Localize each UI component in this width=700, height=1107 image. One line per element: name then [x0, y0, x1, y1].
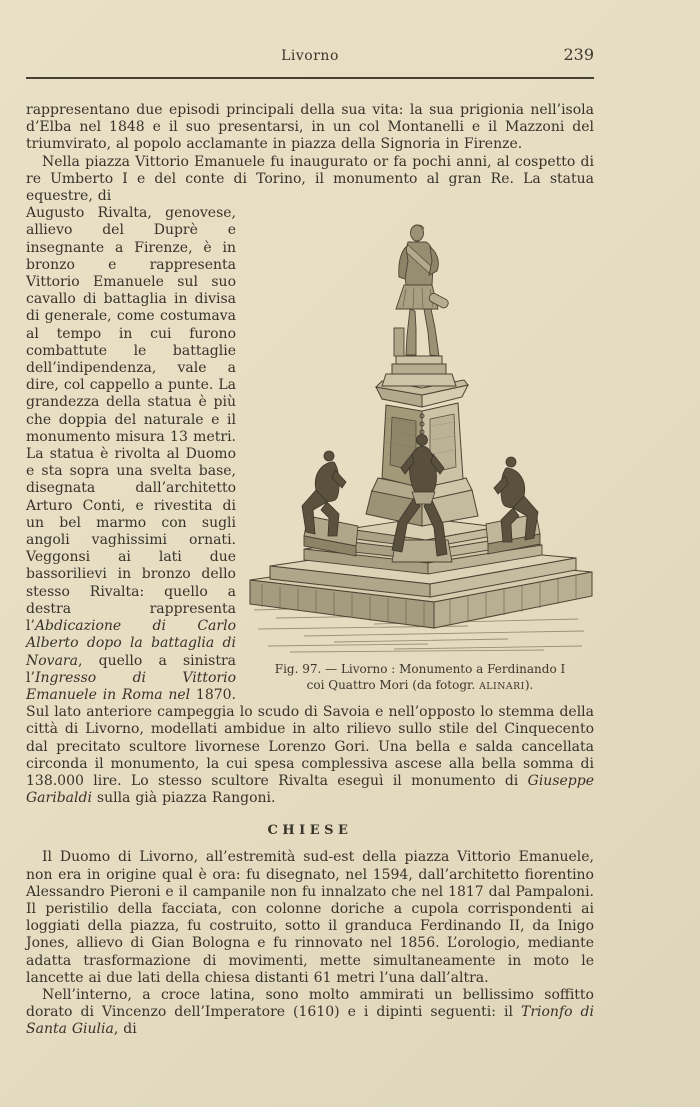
- figure-monument: [246, 208, 594, 694]
- page-content: [26, 102, 594, 1039]
- page-header: [26, 45, 594, 70]
- text-with-figure: [26, 205, 594, 807]
- paragraph-duomo: Il Duomo di Livorno, all’estremità sud-est della piazza Vittorio Emanuele, non era in origine qual è ora: fu disegnato, nel 1594, dall’architetto fiorentino Alessandro Pieroni e il campanile non fu innalzato che nel 1817 dal Pampaloni. Il peristilio della facciata, con colonne doriche a cupola corrispondenti ai loggiati della piazza, fu costruito, sotto il granduca Ferdinando II, da Inigo Jones, allievo di Gian Bologna e fu rinnovato nel 1856. L’orologio, mediante adatta trasformazione di movimenti, mette simultaneamente in moto le lancette ai due lati della chiesa distanti 61 metri l’una dall’altra.: [26, 849, 594, 986]
- paragraph-monument-description: Augusto Rivalta, genovese, allievo del Duprè e insegnante a Firenze, è in bronzo e rappresenta Vittorio Emanuele sul suo cavallo di battaglia in divisa di generale, come costumava al tempo in cui furono combattute le battaglie dell’indipendenza, vale a dire, col cappello a punte. La grandezza della statua è più che doppia del naturale e il monumento misura 13 metri. La statua è rivolta al Duomo e sta sopra una svelta base, disegnata dall’architetto Arturo Conti, e rivestita di un bel marmo con sugli angoli vaghissimi ornati. Veggonsi ai lati due bassorilievi in bronzo dello stesso Rivalta: quello a destra rappresenta l’Abdicazione di Carlo Alberto dopo la battaglia di Novara, quello a sinistra l’Ingresso di Vittorio Emanuele in Roma nel 1870. Sul lato anteriore campeggia lo scudo di Savoia e nell’opposto lo stemma della città di Livorno, modellati ambidue in alto rilievo sullo stile del Cinquecento dal precitato scultore livornese Lorenzo Gori. Una bella e salda cancellata circonda il monumento, la cui spesa complessiva ascese alla bella somma di 138.000 lire. Lo stesso scultore Rivalta eseguì il monumento di Giuseppe Garibaldi sulla già piazza Rangoni.: [26, 205, 594, 807]
- section-heading-chiese: CHIESE: [267, 823, 353, 839]
- monument-engraving-image: [246, 208, 594, 654]
- paragraph-opening: rappresentano due episodi principali della sua vita: la sua prigionia nell’isola d’Elba nel 1848 e il suo presentarsi, in un col Montanelli e il Mazzoni del triumvirato, al popolo acclamante in piazza della Signoria in Firenze.: [26, 102, 594, 153]
- page-number: 239: [563, 45, 594, 64]
- paragraph-interno: Nell’interno, a croce latina, sono molto ammirati un bellissimo soffitto dorato di Vincenzo dell’Imperatore (1610) e i dipinti seguenti: il Trionfo di Santa Giulia, di: [26, 986, 594, 1038]
- paragraph-monument-intro: Nella piazza Vittorio Emanuele fu inaugurato or fa pochi anni, al cospetto di re Umberto I e del conte di Torino, il monumento al gran Re. La statua equestre, di: [26, 153, 594, 205]
- figure-caption-line-1: Fig. 97. — Livorno : Monumento a Ferdinando I: [274, 662, 566, 677]
- header-rule: [26, 77, 594, 79]
- running-title: Livorno: [281, 48, 339, 64]
- figure-caption: [246, 662, 594, 694]
- figure-caption-line-2: coi Quattro Mori (da fotogr. ALINARI).: [306, 677, 534, 692]
